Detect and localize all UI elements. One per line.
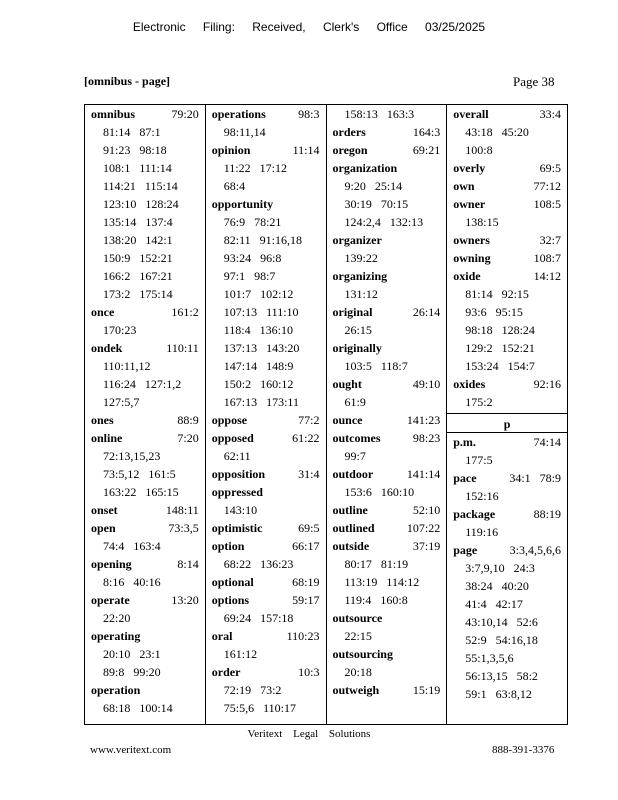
index-ref: 49:10 [412, 377, 441, 391]
index-word: owners [453, 233, 490, 247]
index-word: oppressed [211, 485, 263, 499]
index-refs: 91:23 98:18 [103, 143, 167, 157]
index-entry [206, 591, 326, 609]
index-entry [206, 627, 326, 645]
index-entry [85, 519, 205, 537]
index-refs: 166:2 167:21 [103, 269, 173, 283]
index-refs: 55:1,3,5,6 [465, 651, 514, 665]
index-refs: 20:18 [344, 665, 372, 679]
index-word: owning [453, 251, 491, 265]
index-ref: 77:2 [298, 413, 320, 427]
index-ref: 164:3 [412, 125, 441, 139]
index-word: package [453, 507, 496, 521]
index-ref: 10:3 [298, 665, 320, 679]
index-ref: 69:21 [412, 143, 441, 157]
index-column [326, 105, 447, 724]
index-refs: 150:9 152:21 [103, 251, 173, 265]
index-entry [85, 681, 205, 699]
index-ref: 13:20 [171, 593, 199, 607]
index-refs: 135:14 137:4 [103, 215, 173, 229]
index-word: ounce [332, 413, 363, 427]
index-refs: 56:13,15 58:2 [465, 669, 538, 683]
index-entry [327, 537, 447, 555]
index-entry [85, 429, 205, 447]
index-entry [447, 267, 567, 285]
index-entry [206, 141, 326, 159]
index-refs: 139:22 [344, 251, 378, 265]
index-entry [327, 501, 447, 519]
index-entry [85, 411, 205, 429]
index-refs: 30:19 70:15 [344, 197, 409, 211]
index-entry [447, 105, 567, 123]
index-refs: 138:15 [465, 215, 499, 229]
index-refs: 97:1 98:7 [223, 269, 276, 283]
index-refs: 137:13 143:20 [223, 341, 300, 355]
index-refs: 101:7 102:12 [223, 287, 294, 301]
index-entry [206, 411, 326, 429]
index-word: once [91, 305, 115, 319]
index-refs: 152:16 [465, 489, 499, 503]
index-word: outweigh [332, 683, 380, 697]
index-refs: 167:13 173:11 [223, 395, 299, 409]
index-word: ought [332, 377, 362, 391]
index-word: options [211, 593, 250, 607]
index-ref: 69:5 [298, 521, 320, 535]
index-entry [447, 249, 567, 267]
index-entry [327, 609, 447, 627]
index-ref: 108:7 [533, 251, 561, 265]
index-word: option [211, 539, 245, 553]
index-refs: 62:11 [223, 449, 251, 463]
index-ref: 88:19 [533, 507, 561, 521]
index-refs: 114:21 115:14 [103, 179, 178, 193]
index-ref: 66:17 [292, 539, 320, 553]
index-refs: 99:7 [344, 449, 366, 463]
index-ref: 98:3 [298, 107, 320, 121]
index-refs: 68:22 136:23 [223, 557, 294, 571]
index-refs: 98:18 128:24 [465, 323, 535, 337]
index-refs: 163:22 165:15 [103, 485, 179, 499]
index-refs: 119:16 [465, 525, 499, 539]
index-word: outcomes [332, 431, 381, 445]
index-word: p.m. [453, 435, 476, 449]
index-word: onset [91, 503, 118, 517]
index-refs: 153:24 154:7 [465, 359, 535, 373]
index-word: operation [91, 683, 141, 697]
index-ref: 79:20 [171, 107, 199, 121]
index-entry [447, 195, 567, 213]
index-ref: 61:22 [292, 431, 320, 445]
index-ref: 37:19 [412, 539, 441, 553]
index-word: ones [91, 413, 114, 427]
section-letter: p [447, 413, 567, 433]
index-word: outsource [332, 611, 383, 625]
index-ref: 69:5 [539, 161, 561, 175]
index-entry [327, 303, 447, 321]
index-entry [327, 645, 447, 663]
index-refs: 93:24 96:8 [223, 251, 282, 265]
index-entry [85, 339, 205, 357]
index-entry [327, 465, 447, 483]
index-word: optimistic [211, 521, 263, 535]
index-refs: 170:23 [103, 323, 137, 337]
index-ref: 34:1 78:9 [509, 471, 561, 485]
index-refs: 72:13,15,23 [103, 449, 161, 463]
index-refs: 93:6 95:15 [465, 305, 523, 319]
page-number: Page 38 [513, 74, 555, 89]
index-refs: 76:9 78:21 [223, 215, 282, 229]
index-refs: 80:17 81:19 [344, 557, 409, 571]
index-entry [206, 195, 326, 213]
index-entry [447, 159, 567, 177]
index-ref: 88:9 [177, 413, 199, 427]
index-ref: 77:12 [533, 179, 561, 193]
index-refs: 100:8 [465, 143, 493, 157]
index-entry [206, 429, 326, 447]
index-entry [327, 411, 447, 429]
index-refs: 61:9 [344, 395, 366, 409]
index-entry [85, 627, 205, 645]
index-refs: 161:12 [223, 647, 258, 661]
index-refs: 20:10 23:1 [103, 647, 161, 661]
index-entry [206, 573, 326, 591]
index-refs: 41:4 42:17 [465, 597, 523, 611]
index-entry [447, 177, 567, 195]
index-ref: 161:2 [171, 305, 199, 319]
index-word: oral [211, 629, 233, 643]
index-word: outsourcing [332, 647, 393, 661]
index-ref: 8:14 [177, 557, 199, 571]
index-ref: 73:3,5 [168, 521, 199, 535]
index-entry [85, 591, 205, 609]
index-ref: 15:19 [412, 683, 441, 697]
index-word: overly [453, 161, 486, 175]
filing-stamp: Electronic Filing: Received, Clerk's Office 03/25/2025 [132, 20, 486, 34]
index-entry [85, 105, 205, 123]
index-refs: 82:11 91:16,18 [223, 233, 302, 247]
index-refs: 73:5,12 161:5 [103, 467, 176, 481]
index-refs: 69:24 157:18 [223, 611, 294, 625]
index-word: organization [332, 161, 398, 175]
index-ref: 110:11 [166, 341, 199, 355]
index-ref: 32:7 [539, 233, 561, 247]
index-entry [85, 501, 205, 519]
index-word: orders [332, 125, 366, 139]
index-word: organizer [332, 233, 382, 247]
index-refs: 113:19 114:12 [344, 575, 420, 589]
index-refs: 22:15 [344, 629, 372, 643]
index-word: oxide [453, 269, 481, 283]
index-word: own [453, 179, 475, 193]
index-word: opening [91, 557, 132, 571]
index-ref: 110:23 [286, 629, 320, 643]
index-entry [206, 519, 326, 537]
index-refs: 68:18 100:14 [103, 701, 173, 715]
index-ref: 3:3,4,5,6,6 [509, 543, 561, 557]
index-refs: 124:2,4 132:13 [344, 215, 424, 229]
index-refs: 3:7,9,10 24:3 [465, 561, 535, 575]
index-entry [206, 663, 326, 681]
index-ref: 7:20 [177, 431, 199, 445]
index-word: pace [453, 471, 477, 485]
index-refs: 123:10 128:24 [103, 197, 179, 211]
index-refs: 68:4 [223, 179, 246, 193]
index-ref: 52:10 [412, 503, 441, 517]
index-ref: 74:14 [533, 435, 561, 449]
index-ref: 11:14 [292, 143, 320, 157]
index-ref: 92:16 [533, 377, 561, 391]
index-entry [327, 141, 447, 159]
index-refs: 59:1 63:8,12 [465, 687, 532, 701]
index-word: overall [453, 107, 489, 121]
index-ref: 141:14 [406, 467, 441, 481]
index-word: oppose [211, 413, 248, 427]
index-word: operations [211, 107, 266, 121]
index-entry [447, 505, 567, 523]
index-refs: 129:2 152:21 [465, 341, 535, 355]
index-ref: 141:23 [406, 413, 441, 427]
index-entry [327, 267, 447, 285]
footer-company: Veritext Legal Solutions [247, 728, 371, 740]
index-word: online [91, 431, 123, 445]
index-ref: 108:5 [533, 197, 561, 211]
word-index-table [84, 104, 568, 725]
index-refs: 153:6 160:10 [344, 485, 415, 499]
index-refs: 89:8 99:20 [103, 665, 161, 679]
index-refs: 8:16 40:16 [103, 575, 161, 589]
index-word: oxides [453, 377, 486, 391]
index-word: order [211, 665, 241, 679]
index-ref: 98:23 [412, 431, 441, 445]
index-refs: 158:13 163:3 [344, 107, 415, 121]
index-refs: 127:5,7 [103, 395, 140, 409]
index-refs: 118:4 136:10 [223, 323, 293, 337]
index-entry [327, 231, 447, 249]
index-ref: 14:12 [533, 269, 561, 283]
index-word: original [332, 305, 373, 319]
footer-website: www.veritext.com [90, 744, 172, 756]
index-word: outlined [332, 521, 375, 535]
index-ref: 148:11 [165, 503, 199, 517]
index-word: oregon [332, 143, 368, 157]
index-entry [327, 159, 447, 177]
index-word: opinion [211, 143, 251, 157]
index-word: opposition [211, 467, 266, 481]
index-entry [447, 433, 567, 451]
index-entry [85, 555, 205, 573]
index-entry [327, 519, 447, 537]
index-column [446, 105, 567, 724]
index-entry [447, 231, 567, 249]
index-word: outside [332, 539, 370, 553]
index-refs: 43:18 45:20 [465, 125, 529, 139]
index-entry [447, 469, 567, 487]
index-column [85, 105, 205, 724]
index-entry [206, 537, 326, 555]
index-entry [327, 123, 447, 141]
index-entry [206, 465, 326, 483]
index-column [205, 105, 326, 724]
index-refs: 143:10 [223, 503, 258, 517]
index-entry [327, 339, 447, 357]
index-refs: 81:14 87:1 [103, 125, 161, 139]
index-refs: 116:24 127:1,2 [103, 377, 182, 391]
index-word: omnibus [91, 107, 136, 121]
index-word: opportunity [211, 197, 274, 211]
index-word: operate [91, 593, 130, 607]
index-range: [omnibus - page] [84, 74, 171, 88]
index-ref: 59:17 [292, 593, 320, 607]
index-word: outline [332, 503, 368, 517]
index-refs: 103:5 118:7 [344, 359, 408, 373]
index-word: operating [91, 629, 141, 643]
index-word: owner [453, 197, 486, 211]
index-word: ondek [91, 341, 123, 355]
index-refs: 108:1 111:14 [103, 161, 172, 175]
index-word: optional [211, 575, 254, 589]
index-refs: 11:22 17:12 [223, 161, 287, 175]
index-refs: 26:15 [344, 323, 372, 337]
index-refs: 52:9 54:16,18 [465, 633, 538, 647]
footer-phone: 888-391-3376 [492, 744, 555, 756]
index-refs: 98:11,14 [223, 125, 266, 139]
index-word: open [91, 521, 116, 535]
index-entry [206, 105, 326, 123]
index-word: outdoor [332, 467, 374, 481]
index-entry [447, 541, 567, 559]
index-refs: 110:11,12 [103, 359, 151, 373]
index-refs: 138:20 142:1 [103, 233, 173, 247]
index-ref: 33:4 [539, 107, 561, 121]
index-entry [327, 429, 447, 447]
index-refs: 72:19 73:2 [223, 683, 282, 697]
index-refs: 81:14 92:15 [465, 287, 529, 301]
index-word: originally [332, 341, 382, 355]
index-refs: 173:2 175:14 [103, 287, 173, 301]
index-ref: 26:14 [412, 305, 441, 319]
index-refs: 175:2 [465, 395, 493, 409]
index-refs: 119:4 160:8 [344, 593, 408, 607]
index-word: page [453, 543, 478, 557]
index-entry [327, 681, 447, 699]
index-entry [327, 375, 447, 393]
index-refs: 75:5,6 110:17 [223, 701, 296, 715]
index-refs: 9:20 25:14 [344, 179, 403, 193]
index-word: organizing [332, 269, 388, 283]
index-refs: 22:20 [103, 611, 131, 625]
index-ref: 107:22 [406, 521, 441, 535]
index-entry [447, 375, 567, 393]
index-refs: 131:12 [344, 287, 378, 301]
index-refs: 38:24 40:20 [465, 579, 529, 593]
index-refs: 177:5 [465, 453, 493, 467]
index-refs: 107:13 111:10 [223, 305, 299, 319]
index-ref: 68:19 [292, 575, 320, 589]
index-refs: 147:14 148:9 [223, 359, 294, 373]
index-word: opposed [211, 431, 254, 445]
index-entry [85, 303, 205, 321]
index-refs: 150:2 160:12 [223, 377, 294, 391]
index-refs: 74:4 163:4 [103, 539, 161, 553]
index-entry [206, 483, 326, 501]
index-refs: 43:10,14 52:6 [465, 615, 538, 629]
index-ref: 31:4 [298, 467, 320, 481]
